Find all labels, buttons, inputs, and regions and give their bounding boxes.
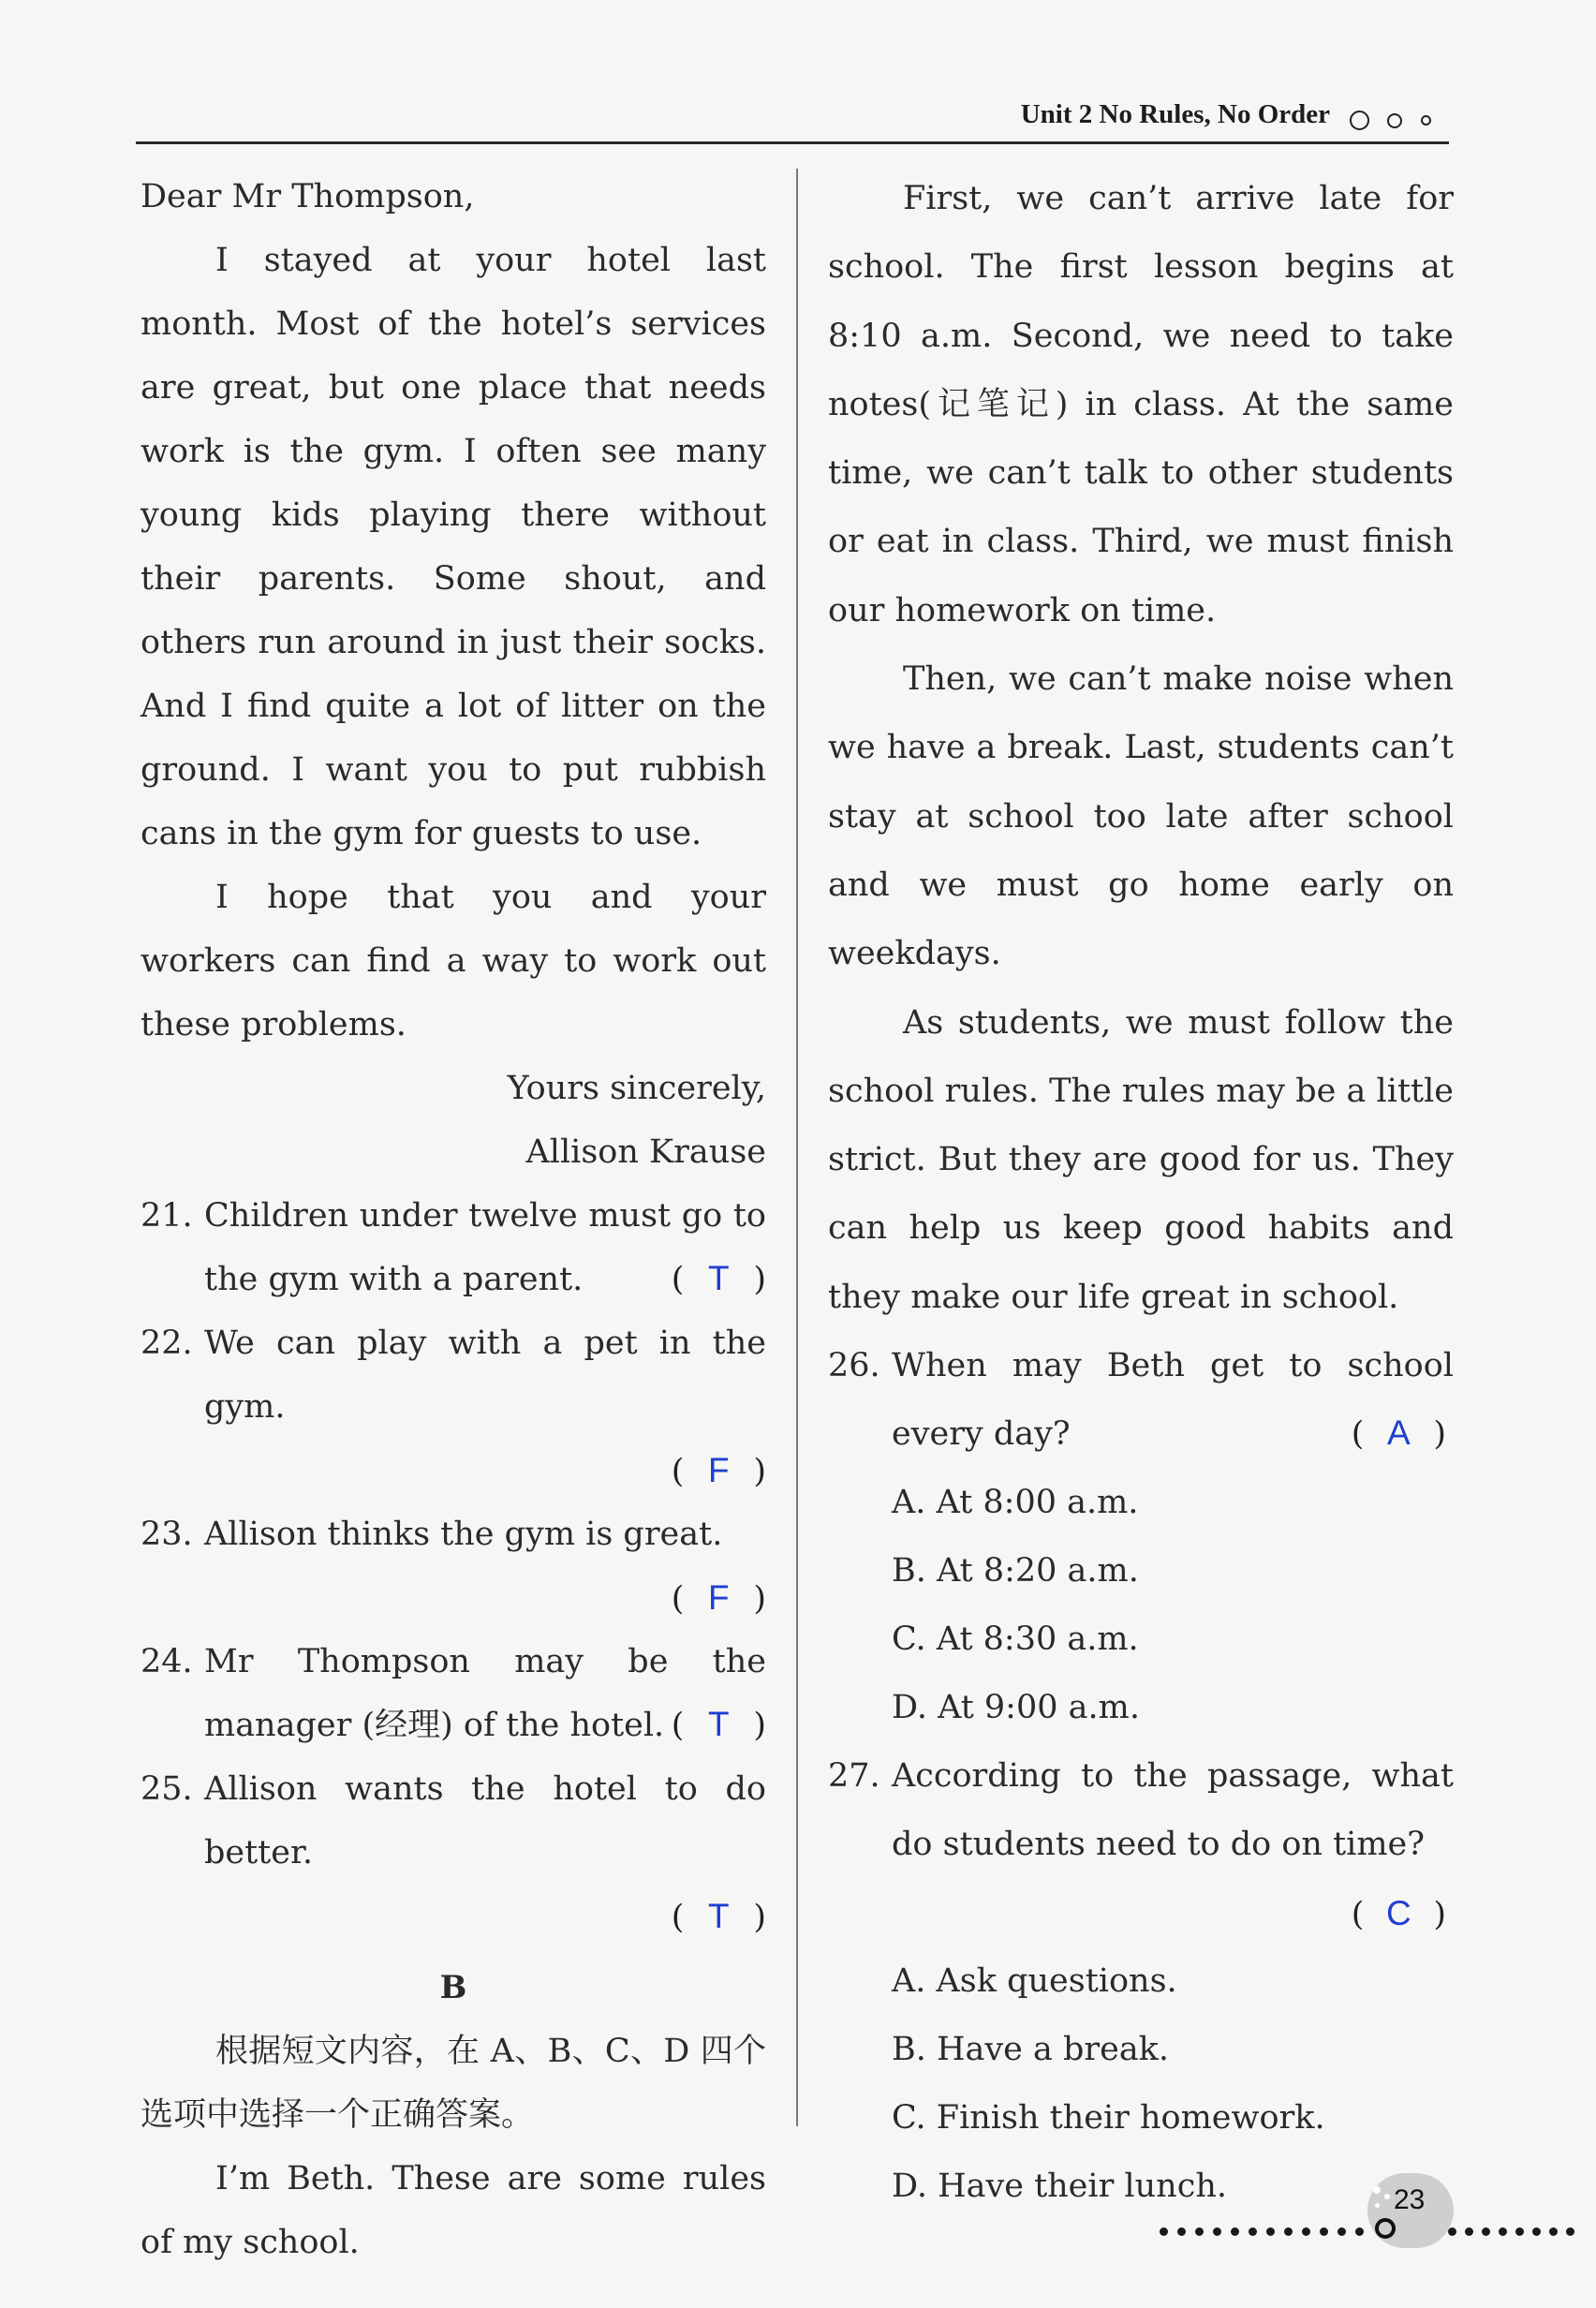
footer-dotted-line-right <box>1448 2227 1581 2237</box>
tf-question-22 <box>140 1311 766 1502</box>
answer-mark: F <box>708 1451 730 1489</box>
passage-intro: I’m Beth. These are some rules of my school. <box>140 2160 766 2261</box>
tf-question-25 <box>140 1757 766 1948</box>
footer-ring-icon <box>1375 2218 1396 2239</box>
letter-closing: Yours sincerely, <box>507 1070 766 1107</box>
page-header <box>136 97 1447 139</box>
tf-question-21 <box>140 1184 766 1311</box>
section-b-heading: B <box>439 1969 467 2006</box>
column-divider <box>796 169 798 2126</box>
option-d[interactable]: D. Have their lunch. <box>892 2167 1227 2206</box>
unit-title: Unit 2 No Rules, No Order <box>1020 99 1330 129</box>
left-column <box>140 165 766 2274</box>
letter-paragraph-1: I stayed at your hotel last month. Most of the hotel’s services are great, but one place that needs work is the gym. I often see many young kids playing there without their parents. Some shout, and others run around in just their socks. And I find quite a lot of litter on the ground. I want you to put rubbish cans in the gym for guests to use. <box>140 242 766 852</box>
question-text: Children under twelve must go to the gym with a parent. <box>204 1197 766 1298</box>
answer-mark: T <box>708 1259 730 1297</box>
passage-paragraph-1: First, we can’t arrive late for school. The first lesson begins at 8:10 a.m. Second, we need to take notes(记笔记) in class. At the same time, we can’t talk to other students or eat in class. Third, we must finish our homework on time. <box>828 180 1454 629</box>
answer-blank[interactable]: ( F ) <box>140 1439 766 1502</box>
option-a[interactable]: A. At 8:00 a.m. <box>892 1484 1139 1522</box>
option-c[interactable]: C. At 8:30 a.m. <box>892 1620 1139 1659</box>
answer-blank[interactable]: ( C ) <box>828 1879 1454 1947</box>
option-b[interactable]: B. Have a break. <box>892 2031 1170 2069</box>
answer-blank[interactable]: ( T ) <box>672 1247 766 1311</box>
answer-blank[interactable]: ( F ) <box>140 1566 766 1630</box>
question-number: 24. <box>140 1643 193 1680</box>
question-text: When may Beth get to school every day? <box>892 1347 1454 1454</box>
answer-mark: A <box>1387 1413 1411 1453</box>
option-c[interactable]: C. Finish their homework. <box>892 2099 1325 2138</box>
passage-paragraph-3: As students, we must follow the school rules. The rules may be a little strict. But they are good for us. They can help us keep good habits and they make our life great in school. <box>828 1003 1454 1316</box>
answer-mark: F <box>708 1578 730 1617</box>
question-number: 27. <box>828 1757 880 1796</box>
tf-question-23 <box>140 1502 766 1630</box>
section-b-instruction: 根据短文内容，在 A、B、C、D 四个选项中选择一个正确答案。 <box>140 2033 766 2134</box>
answer-mark: C <box>1385 1894 1411 1933</box>
question-text: Allison wants the hotel to do better. <box>204 1770 766 1872</box>
letter-paragraph-2: I hope that you and your workers can find a way to work out these problems. <box>140 879 766 1043</box>
question-text: Allison thinks the gym is great. <box>204 1516 723 1553</box>
header-divider <box>136 141 1449 144</box>
mc-question-26 <box>828 1332 1454 1469</box>
option-d[interactable]: D. At 9:00 a.m. <box>892 1689 1140 1727</box>
answer-blank[interactable]: ( A ) <box>1352 1398 1446 1469</box>
question-text: According to the passage, what do students need to do on time? <box>892 1757 1454 1864</box>
letter-signature: Allison Krause <box>525 1133 766 1171</box>
right-column <box>828 165 1454 2221</box>
answer-blank[interactable]: ( T ) <box>672 1693 766 1757</box>
question-number: 22. <box>140 1324 193 1362</box>
question-number: 23. <box>140 1516 193 1553</box>
answer-mark: T <box>708 1897 730 1935</box>
mc-question-27 <box>828 1742 1454 1947</box>
question-number: 26. <box>828 1347 880 1385</box>
decorative-circles-icon <box>1344 111 1447 129</box>
option-a[interactable]: A. Ask questions. <box>892 1962 1177 2001</box>
question-text: We can play with a pet in the gym. <box>204 1324 766 1426</box>
question-number: 25. <box>140 1770 193 1808</box>
footer-dotted-line <box>1160 2227 1367 2237</box>
passage-paragraph-2: Then, we can’t make noise when we have a break. Last, students can’t stay at school too late after school and we must go home early on weekdays. <box>828 660 1454 973</box>
letter-greeting: Dear Mr Thompson, <box>140 178 475 215</box>
question-number: 21. <box>140 1197 193 1235</box>
option-b[interactable]: B. At 8:20 a.m. <box>892 1552 1139 1590</box>
page-number: 23 <box>1394 2184 1426 2215</box>
answer-mark: T <box>708 1705 730 1743</box>
tf-question-24 <box>140 1630 766 1757</box>
answer-blank[interactable]: ( T ) <box>140 1885 766 1948</box>
question-text: Mr Thompson may be the manager (经理) of the hotel. <box>204 1643 766 1744</box>
